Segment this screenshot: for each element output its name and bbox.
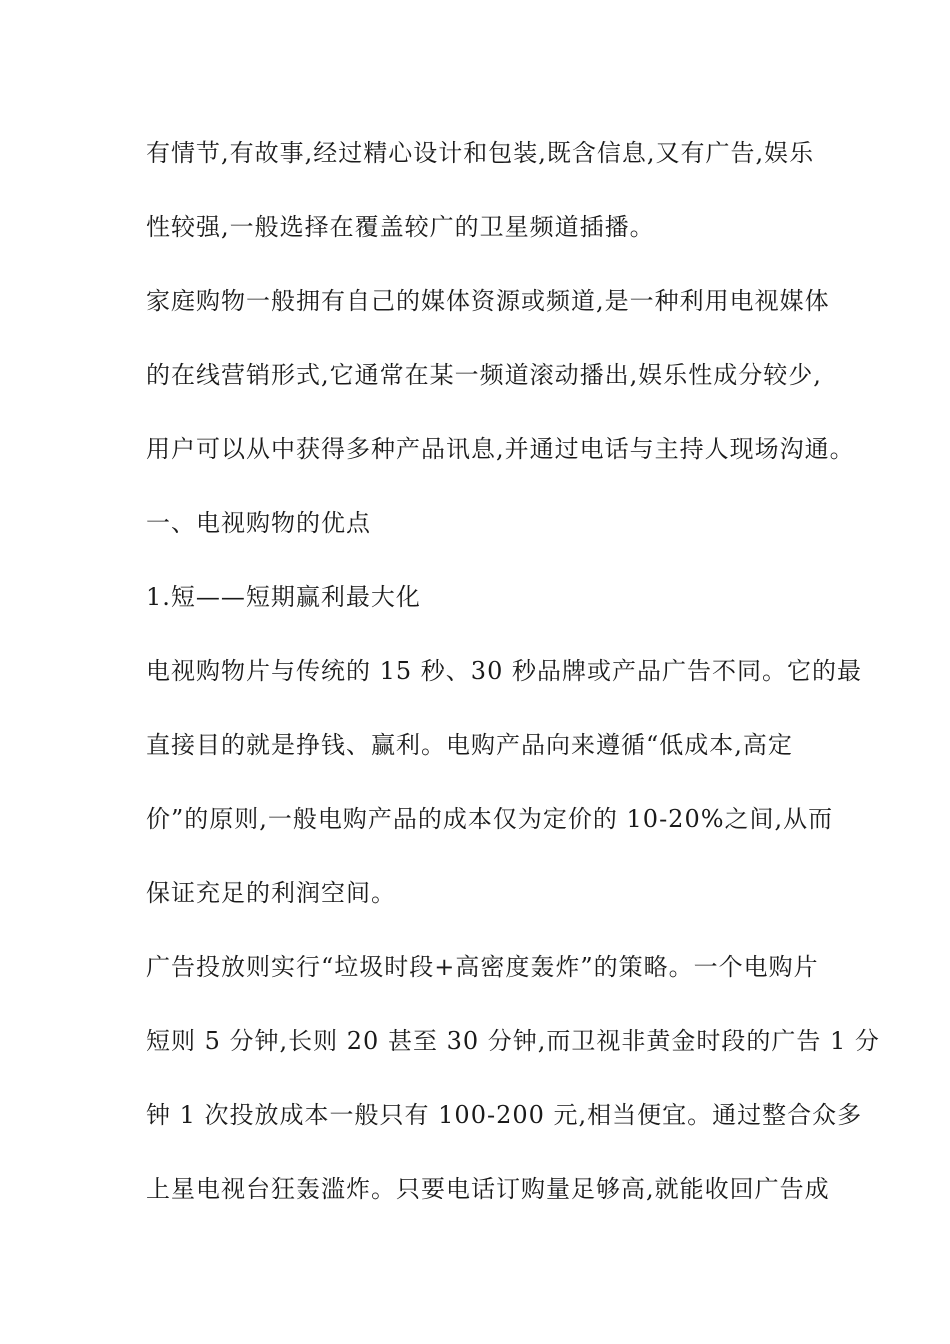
paragraph-line: 用户可以从中获得多种产品讯息,并通过电话与主持人现场沟通。 [146,435,855,463]
paragraph-line: 广告投放则实行“垃圾时段+高密度轰炸”的策略。一个电购片 [146,953,819,981]
subsection-heading: 1.短——短期赢利最大化 [146,583,421,611]
paragraph-line: 家庭购物一般拥有自己的媒体资源或频道,是一种利用电视媒体 [146,287,830,315]
paragraph-line: 钟 1 次投放成本一般只有 100-200 元,相当便宜。通过整合众多 [146,1101,863,1129]
paragraph-line: 性较强,一般选择在覆盖较广的卫星频道插播。 [146,213,655,241]
paragraph-line: 电视购物片与传统的 15 秒、30 秒品牌或产品广告不同。它的最 [146,657,862,685]
paragraph-line: 短则 5 分钟,长则 20 甚至 30 分钟,而卫视非黄金时段的广告 1 分 [146,1027,880,1055]
paragraph-line: 有情节,有故事,经过精心设计和包装,既含信息,又有广告,娱乐 [146,139,815,167]
paragraph-line: 直接目的就是挣钱、赢利。电购产品向来遵循“低成本,高定 [146,731,793,759]
paragraph-line: 的在线营销形式,它通常在某一频道滚动播出,娱乐性成分较少, [146,361,822,389]
paragraph-line: 保证充足的利润空间。 [146,879,396,907]
section-heading: 一、电视购物的优点 [146,509,371,537]
paragraph-line: 价”的原则,一般电购产品的成本仅为定价的 10-20%之间,从而 [146,805,834,833]
paragraph-line: 上星电视台狂轰滥炸。只要电话订购量足够高,就能收回广告成 [146,1175,830,1203]
